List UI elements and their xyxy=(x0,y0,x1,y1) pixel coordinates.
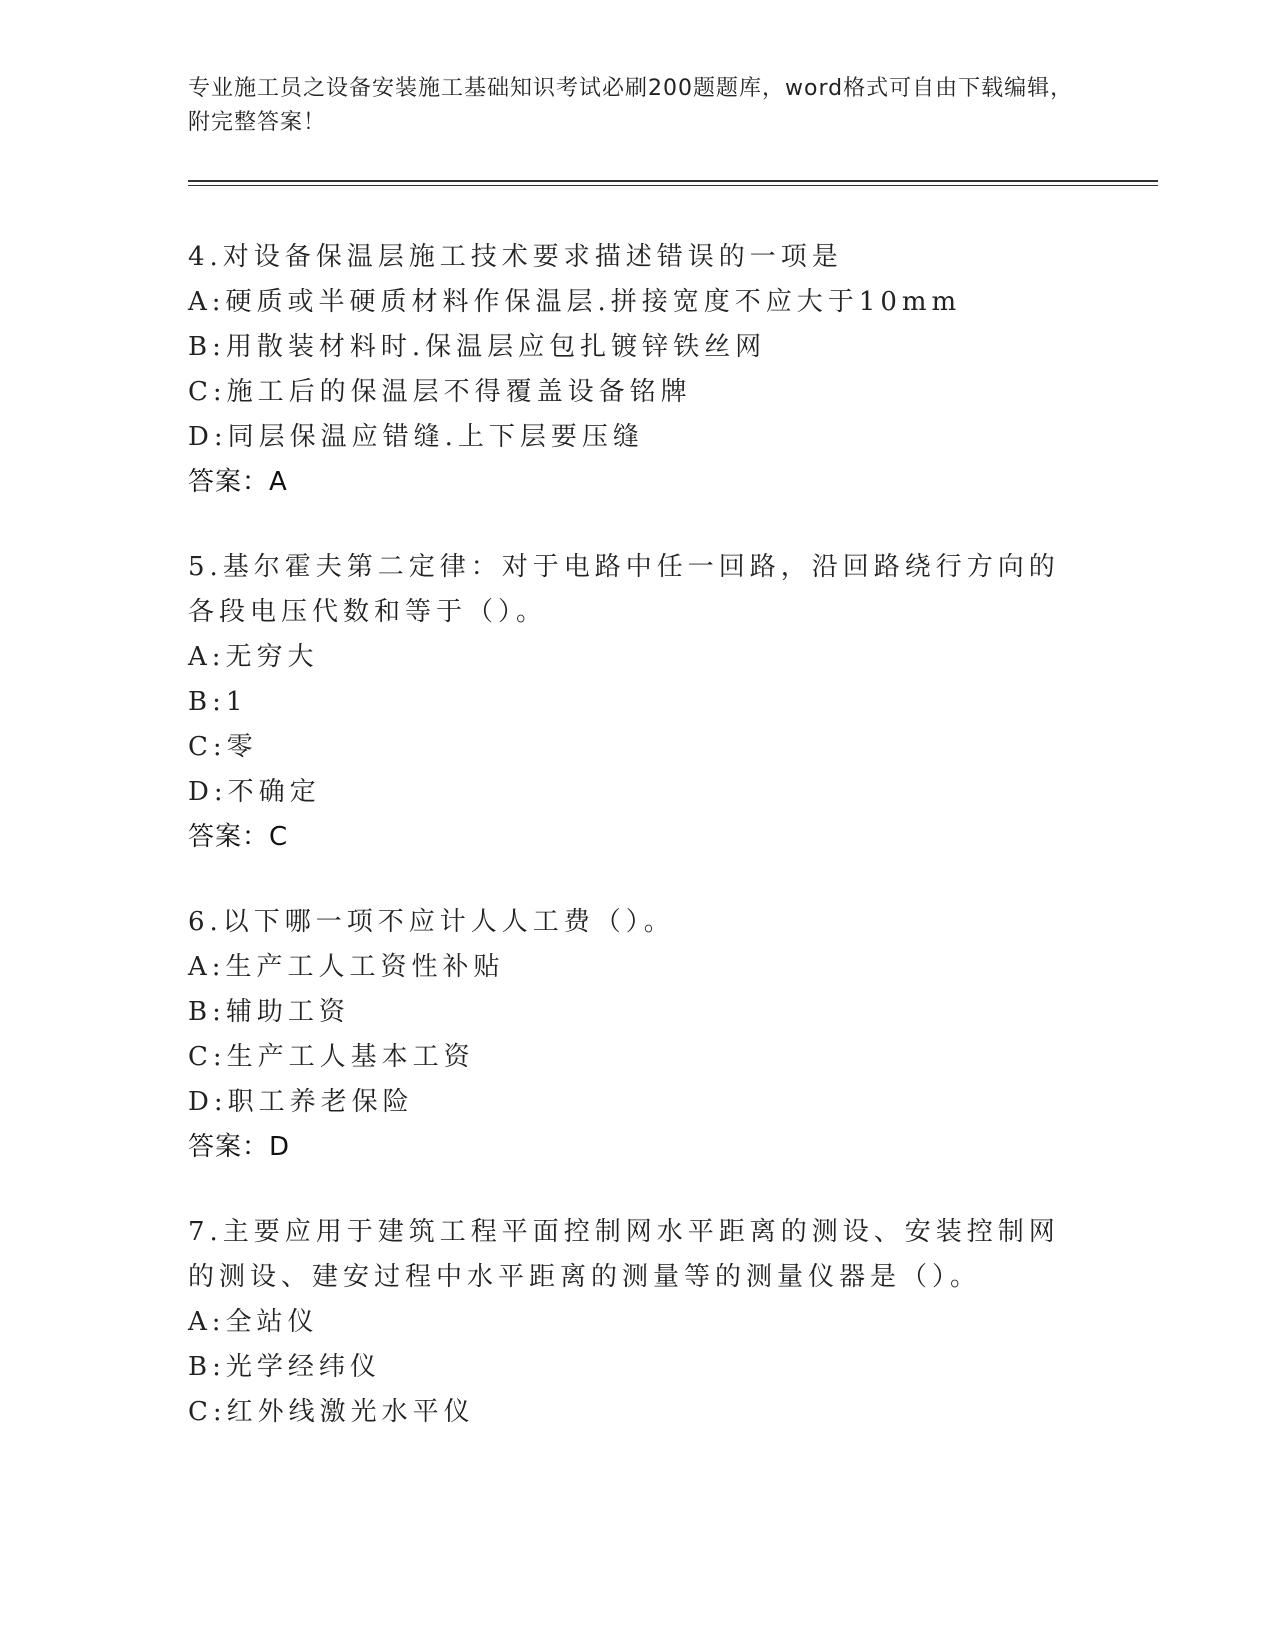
question-7 xyxy=(188,1210,1088,1435)
question-list xyxy=(188,235,1088,1475)
header-divider-thick xyxy=(188,180,1158,182)
document-header: 专业施工员之设备安装施工基础知识考试必刷200题题库，word格式可自由下载编辑，附完整答案！ xyxy=(188,76,1074,135)
answer-label: 答案：D xyxy=(188,1132,291,1162)
option-c: C:施工后的保温层不得覆盖设备铭牌 xyxy=(188,377,692,407)
question-4 xyxy=(188,235,1088,505)
option-a: A:全站仪 xyxy=(188,1307,319,1337)
question-stem: 6.以下哪一项不应计人人工费（）。 xyxy=(188,907,675,937)
option-a: A:无穷大 xyxy=(188,642,319,672)
option-b: B:辅助工资 xyxy=(188,997,350,1027)
option-b: B:1 xyxy=(188,687,248,717)
option-d: D:职工养老保险 xyxy=(188,1087,414,1117)
question-stem: 4.对设备保温层施工技术要求描述错误的一项是 xyxy=(188,242,843,272)
question-stem: 5.基尔霍夫第二定律：对于电路中任一回路，沿回路绕行方向的各段电压代数和等于（）。 xyxy=(188,552,1060,627)
header-divider-thin xyxy=(188,185,1158,186)
option-d: D:同层保温应错缝.上下层要压缝 xyxy=(188,422,644,452)
option-a: A:生产工人工资性补贴 xyxy=(188,952,505,982)
question-5 xyxy=(188,545,1088,860)
option-d: D:不确定 xyxy=(188,777,321,807)
option-c: C:生产工人基本工资 xyxy=(188,1042,475,1072)
answer-label: 答案：A xyxy=(188,467,288,497)
option-c: C:零 xyxy=(188,732,258,762)
question-6 xyxy=(188,900,1088,1170)
answer-label: 答案：C xyxy=(188,822,289,852)
option-b: B:光学经纬仪 xyxy=(188,1352,381,1382)
question-stem: 7.主要应用于建筑工程平面控制网水平距离的测设、安装控制网的测设、建安过程中水平距离的测量等的测量仪器是（）。 xyxy=(188,1217,1060,1292)
option-a: A:硬质或半硬质材料作保温层.拼接宽度不应大于10mm xyxy=(188,287,962,317)
option-b: B:用散装材料时.保温层应包扎镀锌铁丝网 xyxy=(188,332,767,362)
option-c: C:红外线激光水平仪 xyxy=(188,1397,475,1427)
